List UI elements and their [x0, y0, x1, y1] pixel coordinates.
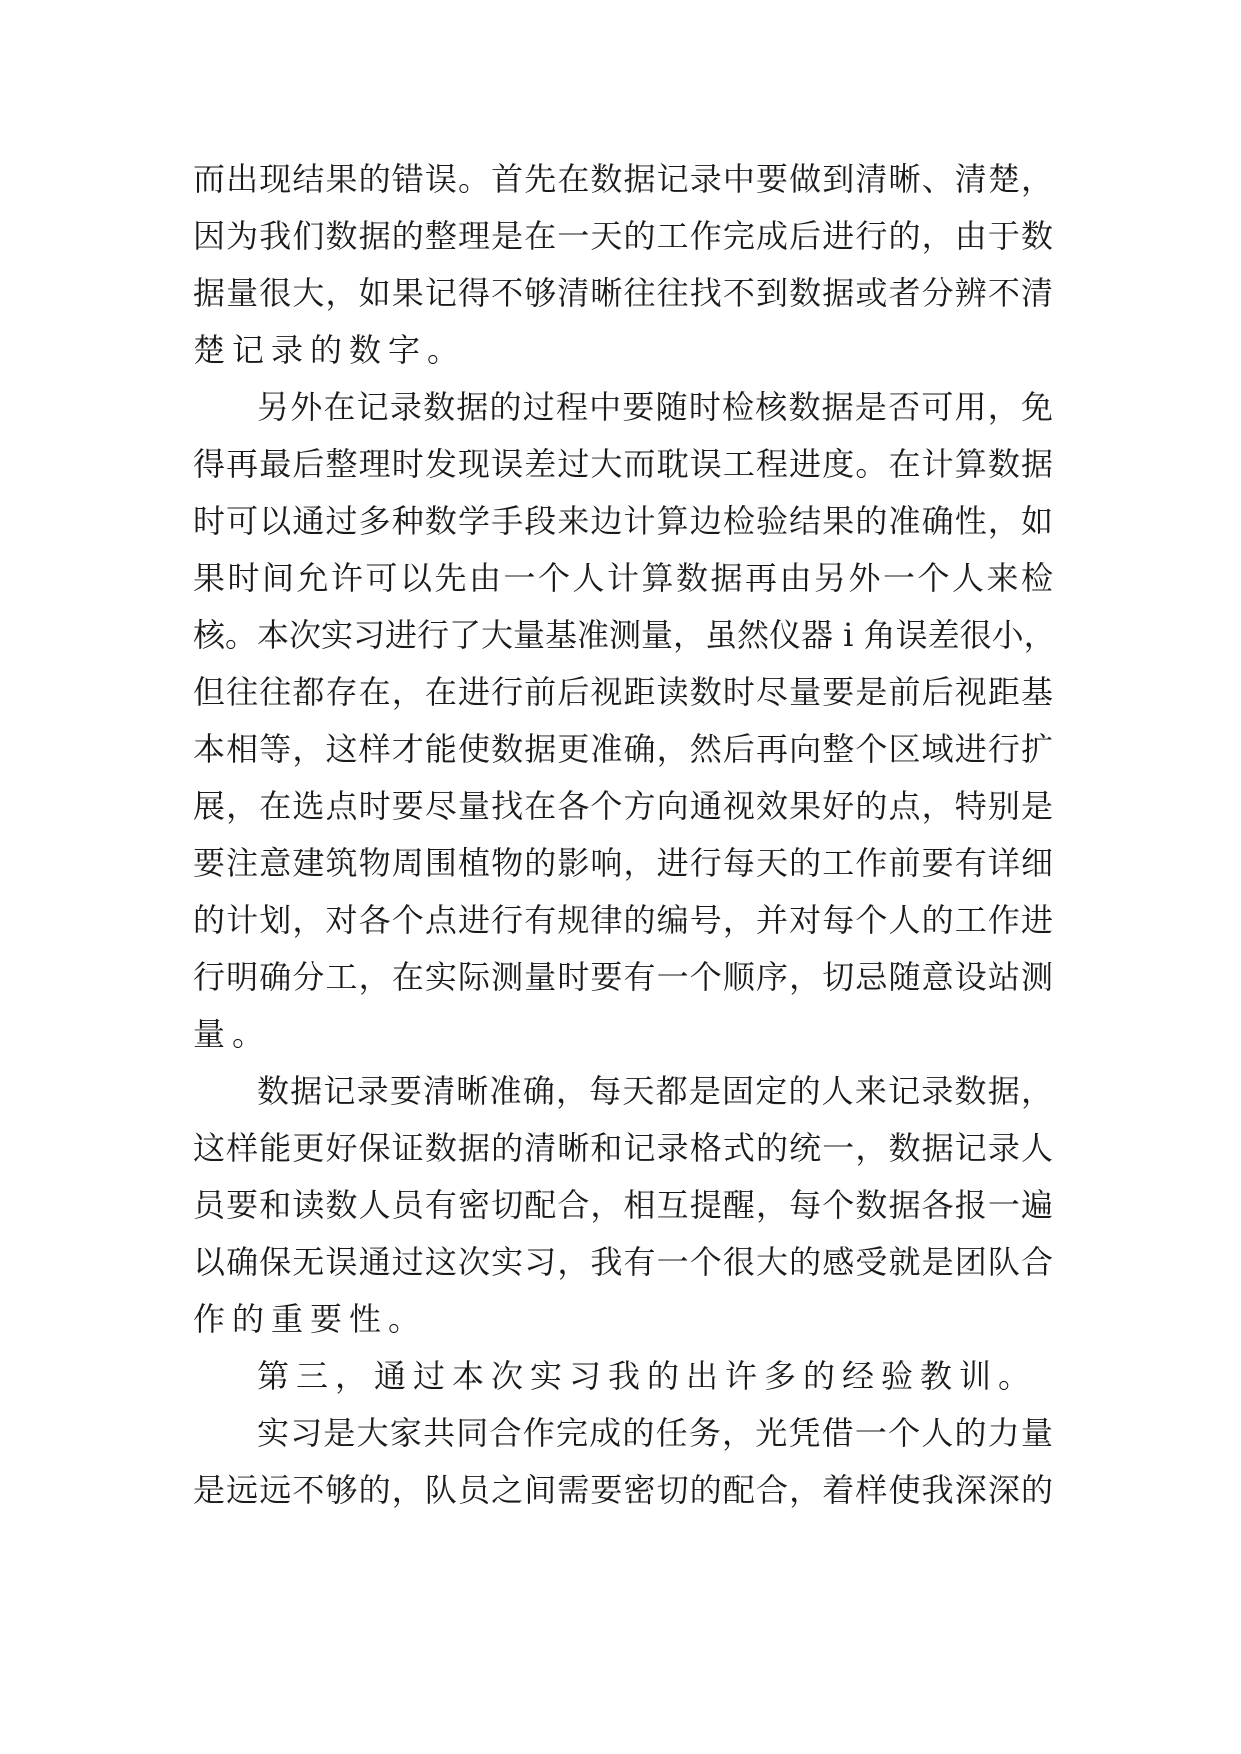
text-line: 是远远不够的，队员之间需要密切的配合，着样使我深深的 [193, 1471, 1053, 1509]
text-line: 时可以通过多种数学手段来边计算边检验结果的准确性，如 [193, 502, 1053, 540]
text-line: 因为我们数据的整理是在一天的工作完成后进行的，由于数 [193, 217, 1053, 255]
paragraph-5 [193, 1413, 1053, 1527]
paragraph-4 [193, 1356, 1053, 1413]
text-line: 核。本次实习进行了大量基准测量，虽然仪器 i 角误差很小， [193, 616, 1056, 654]
paragraph-3 [193, 1071, 1053, 1356]
text-line: 的计划，对各个点进行有规律的编号，并对每个人的工作进 [193, 901, 1053, 939]
text-line: 要注意建筑物周围植物的影响，进行每天的工作前要有详细 [193, 844, 1053, 882]
text-line: 展，在选点时要尽量找在各个方向通视效果好的点，特别是 [193, 787, 1053, 825]
text-line: 但往往都存在，在进行前后视距读数时尽量要是前后视距基 [193, 673, 1053, 711]
text-line: 行明确分工，在实际测量时要有一个顺序，切忌随意设站测 [193, 958, 1053, 996]
text-line: 据量很大，如果记得不够清晰往往找不到数据或者分辨不清 [193, 274, 1053, 312]
paragraph-2 [193, 387, 1056, 1071]
text-line: 果时间允许可以先由一个人计算数据再由另外一个人来检 [193, 559, 1053, 597]
document-page [193, 159, 1056, 1527]
text-line: 楚记录的数字。 [193, 331, 467, 369]
text-line: 以确保无误通过这次实习，我有一个很大的感受就是团队合 [193, 1243, 1053, 1281]
text-line: 作的重要性。 [193, 1300, 428, 1338]
text-line: 数据记录要清晰准确，每天都是固定的人来记录数据， [257, 1072, 1053, 1110]
text-line: 而出现结果的错误。首先在数据记录中要做到清晰、清楚， [193, 160, 1053, 198]
text-line: 实习是大家共同合作完成的任务，光凭借一个人的力量 [257, 1414, 1053, 1452]
text-line: 得再最后整理时发现误差过大而耽误工程进度。在计算数据 [193, 445, 1053, 483]
paragraph-1 [193, 159, 1053, 387]
text-line: 本相等，这样才能使数据更准确，然后再向整个区域进行扩 [193, 730, 1053, 768]
text-line: 另外在记录数据的过程中要随时检核数据是否可用，免 [257, 388, 1053, 426]
text-line: 第三，通过本次实习我的出许多的经验教训。 [257, 1357, 1038, 1395]
text-line: 员要和读数人员有密切配合，相互提醒，每个数据各报一遍 [193, 1186, 1053, 1224]
text-line: 量。 [193, 1015, 272, 1053]
text-line: 这样能更好保证数据的清晰和记录格式的统一，数据记录人 [193, 1129, 1053, 1167]
